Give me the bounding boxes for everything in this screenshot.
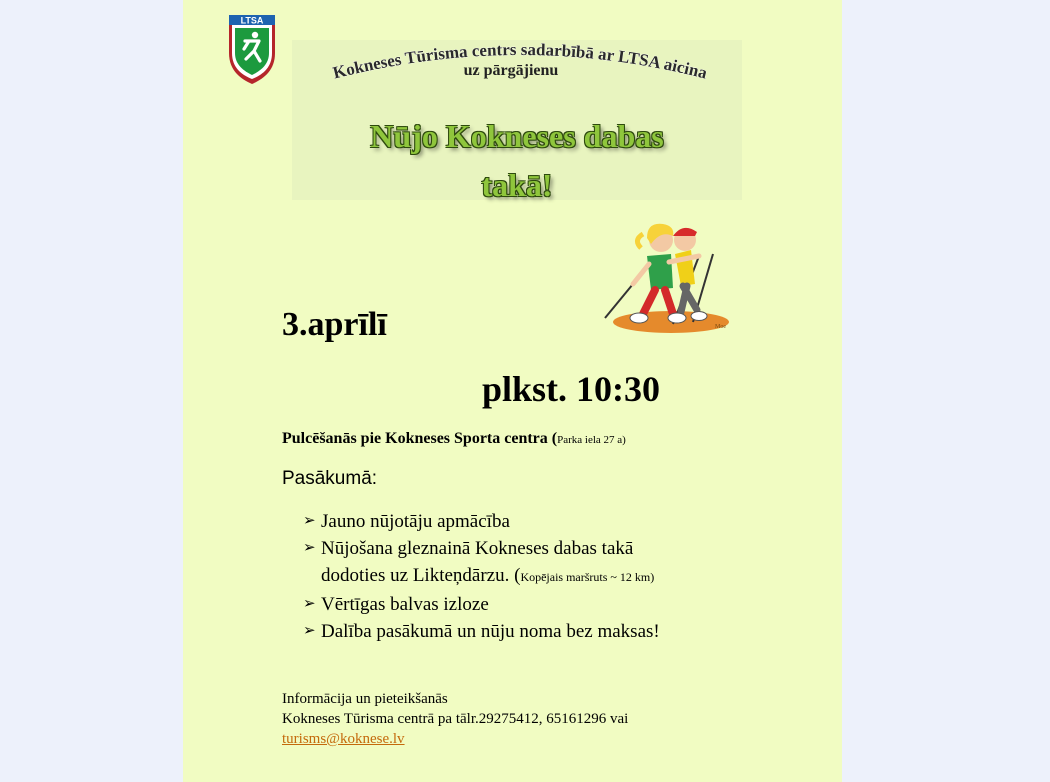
- title-line-2: takā!: [481, 167, 553, 203]
- list-item: ➢ Jauno nūjotāju apmācība: [303, 508, 823, 535]
- contact-heading: Informācija un pieteikšanās: [282, 691, 448, 707]
- ltsa-shield-logo: [227, 13, 277, 85]
- arc-headline-text: Kokneses Tūrisma centrs sadarbībā ar LTSA aicina: [330, 39, 710, 83]
- subline: uz pārgājienu: [463, 62, 559, 79]
- meeting-point-address: Parka iela 27 a): [557, 434, 626, 446]
- poster-title: [302, 112, 732, 210]
- arrowhead-bullet-icon: ➢: [303, 596, 316, 612]
- arrowhead-bullet-icon: ➢: [303, 513, 316, 529]
- list-item-continuation: dodoties uz Likteņdārzu. (Kopējais maršruts ~ 12 km): [321, 565, 655, 586]
- arrowhead-bullet-icon: ➢: [303, 540, 316, 556]
- artist-signature: Moe: [715, 324, 726, 330]
- meeting-point: [282, 430, 626, 448]
- title-line-1: Nūjo Kokneses dabas: [370, 118, 664, 154]
- poster-page: [183, 0, 842, 782]
- event-time: plkst. 10:30: [482, 369, 661, 409]
- contact-info: [282, 689, 628, 749]
- arrowhead-bullet-icon: ➢: [303, 623, 316, 639]
- meeting-point-text: Pulcēšanās pie Kokneses Sporta centra (: [282, 430, 558, 447]
- list-item: ➢ Dalība pasākumā un nūju noma bez maksas!: [303, 618, 823, 645]
- list-item: ➢ Vērtīgas balvas izloze: [303, 591, 823, 618]
- logo-lettering: LTSA: [240, 15, 264, 26]
- list-item: ➢ Nūjošana gleznainā Kokneses dabas takā: [303, 535, 823, 562]
- nordic-walker-illustration: [603, 214, 733, 338]
- program-list: [303, 508, 823, 645]
- contact-phone-line: Kokneses Tūrisma centrā pa tālr.29275412, 65161296 vai: [282, 711, 629, 727]
- event-date: 3.aprīlī: [282, 306, 387, 343]
- program-heading: Pasākumā:: [282, 468, 378, 489]
- email-link[interactable]: turisms@koknese.lv: [282, 731, 405, 747]
